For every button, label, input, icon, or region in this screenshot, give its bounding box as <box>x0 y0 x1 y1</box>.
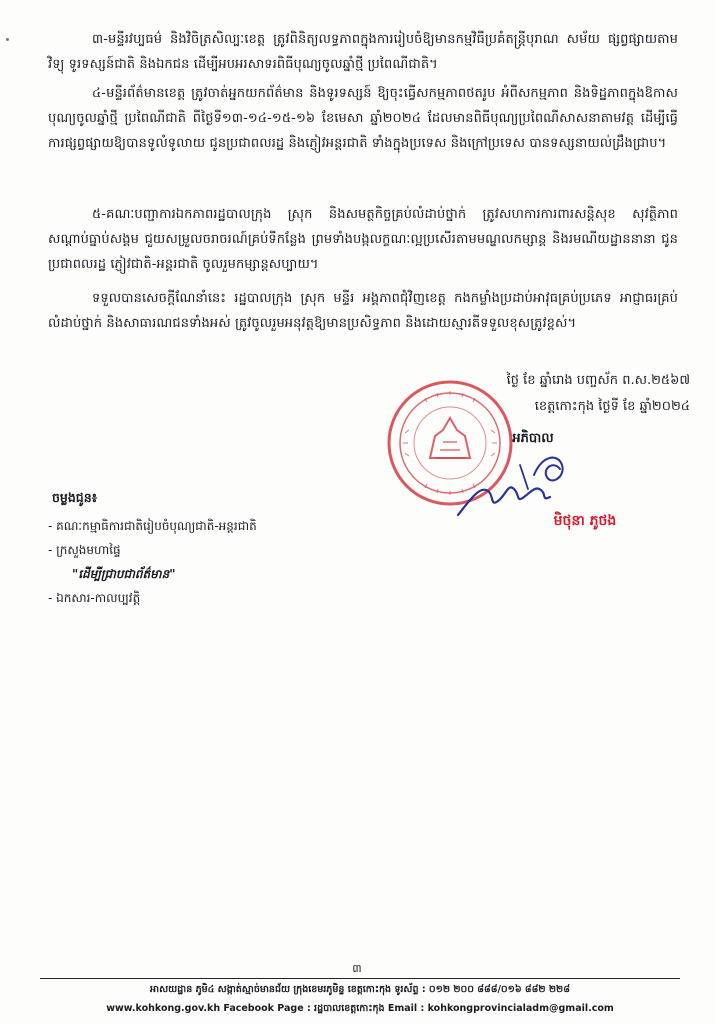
cc-item-note: "ដើម្បីជ្រាបជាព័ត៌មាន" <box>72 567 176 581</box>
page-number: ៣ <box>352 962 362 975</box>
signer-title: អភិបាល <box>512 431 554 446</box>
paragraph-5: ៥-គណៈបញ្ជាការឯកភាពរដ្ឋបាលក្រុង ស្រុក និងសមត្ថកិច្ចគ្រប់លំដាប់ថ្នាក់ ត្រូវសហការការពារសន្តិសុខ សុវត្ថិភាព សណ្តាប់ធ្នាប់សង្គម ជួយសម្រួលចរាចរណ៍គ្រប់ទីកន្លែង ព្រមទាំងបង្កលក្ខណៈល្អប្រសើរតាមមណ្ឌលកម្សាន្ត និងរមណីយដ្ឋាននានា ជូនប្រជាពលរដ្ឋ ភ្ញៀវជាតិ-អន្តរជាតិ ចូលរួមកម្សាន្តសប្បាយ។ <box>48 207 678 272</box>
solar-date: ខេត្តកោះកុង ថ្ងៃទី ខែ ឆ្នាំ២០២៤ <box>534 399 690 414</box>
footer-divider <box>40 978 680 979</box>
closing-paragraph: ទទួលបានសេចក្តីណែនាំនេះ រដ្ឋបាលក្រុង ស្រុក មន្ទីរ អង្គភាពជុំវិញខេត្ត កងកម្លាំងប្រដាប់អាវុធគ្រប់ប្រភេទ អាជ្ញាធរគ្រប់លំដាប់ថ្នាក់ និងសាធារណជនទាំងអស់ ត្រូវចូលរួមអនុវត្តឱ្យមានប្រសិទ្ធភាព និងដោយស្មារតីទទួលខុសត្រូវខ្ពស់។ <box>48 291 678 331</box>
cc-list <box>48 514 368 610</box>
footer-contacts: www.kohkong.gov.kh Facebook Page : រដ្ឋបាលខេត្តកោះកុង Email : kohkongprovincialadm@gmail.com <box>106 1003 614 1014</box>
cc-title: ចម្លងជូន៖ <box>52 490 98 505</box>
paragraph-4: ៤-មន្ទីរព័ត៌មានខេត្ត ត្រូវចាត់អ្នកយកព័ត៌មាន និងទូរទស្សន៍ ឱ្យចុះធ្វើសកម្មភាពថតរូប អំពីសកម្មភាព និងទិដ្ឋភាពក្នុងឱកាសបុណ្យចូលឆ្នាំថ្មី ប្រពៃណីជាតិ ពីថ្ងៃទី១៣-១៤-១៥-១៦ ខែមេសា ឆ្នាំ២០២៤ ដែលមានពិធីបុណ្យប្រពៃណីសាសនាតាមវត្ត ដើម្បីធ្វើការផ្សព្វផ្សាយឱ្យបានទូលំទូលាយ ជូនប្រជាពលរដ្ឋ និងភ្ញៀវអន្តរជាតិ ទាំងក្នុងប្រទេស និងក្រៅប្រទេស បានទស្សនាយល់ដ្រឹងជ្រាប។ <box>48 86 678 151</box>
paragraph-3: ៣-មន្ទីរវប្បធម៌ និងវិចិត្រសិល្បៈខេត្ត ត្រូវពិនិត្យលទ្ធភាពក្នុងការរៀបចំឱ្យមានកម្មវិធីប្រគំតន្ត្រីបុរាណ សម័យ ផ្សព្វផ្សាយតាមវិទ្យុ ទូរទស្សន៍ជាតិ និងឯកជន ដើម្បីអបអរសាទរពិធីបុណ្យចូលឆ្នាំថ្មី ប្រពៃណីជាតិ។ <box>48 32 678 72</box>
signer-name: មិថុនា ភូថង <box>553 513 617 529</box>
footer-address: អាសយដ្ឋាន ភូមិ៤ សង្កាត់ស្មាច់មានជ័យ ក្រុងខេមរភូមិន្ទ ខេត្តកោះកុង ទូរស័ព្ទ : ០១២ ២០០ ៨៨៨/០១៦ ៨៨២ ២២៨ <box>150 984 570 995</box>
cc-item: - គណៈកម្មាធិការជាតិរៀបចំបុណ្យជាតិ-អន្តរជាតិ <box>48 519 257 533</box>
lunar-date: ថ្ងៃ ខែ ឆ្នាំរោង បញ្ចស័ក ព.ស.២៥៦៧ <box>506 373 690 388</box>
cc-item: - ក្រសួងមហាផ្ទៃ <box>48 543 121 557</box>
scan-speck <box>6 38 9 41</box>
cc-item: - ឯកសារ-កាលប្បវត្តិ <box>48 591 141 605</box>
